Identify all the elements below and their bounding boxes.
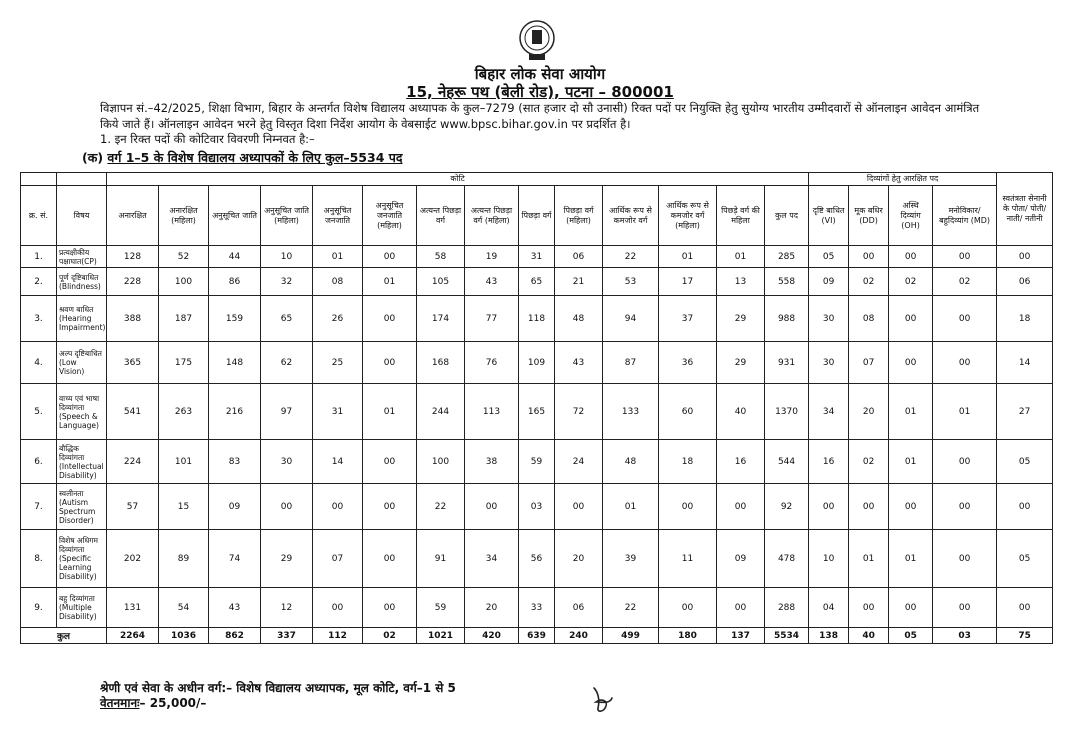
advertisement-paragraph: विज्ञापन सं.–42/2025, शिक्षा विभाग, बिहार के अन्तर्गत विशेष विद्यालय अध्यापक के कुल–7279 (सात हजार दो सौ उनासी) रिक्त पदों पर नियुक्ति हेतु सुयोग्य भारतीय उम्मीदवारों से ऑनलाइन आवेदन आमंत्रित किये जाते हैं। ऑनलाइन आवेदन भरने हेतु विस्तृत दिशा निर्देश आयोग के वेबसाईट www.bpsc.bihar.gov.in पर प्रदर्शित है। (100, 101, 980, 131)
signature-mark (588, 684, 618, 716)
table-cell: 1370 (765, 384, 809, 440)
table-cell: 65 (519, 268, 555, 296)
table-cell: 72 (555, 384, 603, 440)
table-cell: 77 (465, 296, 519, 342)
table-cell: 105 (417, 268, 465, 296)
table-cell: 04 (809, 588, 849, 628)
koti-col-header: अनुसूचित जाति (महिला) (261, 186, 313, 246)
row-subject: बहु दिव्यांगता (Multiple Disability) (57, 588, 107, 628)
table-cell: 00 (363, 342, 417, 384)
table-cell: 86 (209, 268, 261, 296)
table-cell: 92 (765, 484, 809, 530)
table-cell: 40 (717, 384, 765, 440)
table-cell: 128 (107, 246, 159, 268)
table-cell: 19 (465, 246, 519, 268)
pay-scale-value: – 25,000/– (139, 696, 207, 710)
table-cell: 02 (849, 268, 889, 296)
table-cell: 10 (809, 530, 849, 588)
table-cell: 31 (313, 384, 363, 440)
table-cell: 00 (889, 588, 933, 628)
row-sn: 2. (21, 268, 57, 296)
table-cell: 133 (603, 384, 659, 440)
divyang-col-header: मूक बधिर (DD) (849, 186, 889, 246)
table-cell: 24 (555, 440, 603, 484)
table-cell: 10 (261, 246, 313, 268)
table-cell: 52 (159, 246, 209, 268)
table-cell: 12 (261, 588, 313, 628)
total-cell: 180 (659, 628, 717, 644)
table-cell: 00 (849, 484, 889, 530)
table-cell: 00 (933, 484, 997, 530)
table-cell: 20 (465, 588, 519, 628)
table-cell: 00 (889, 342, 933, 384)
table-cell: 18 (997, 296, 1053, 342)
table-cell: 32 (261, 268, 313, 296)
sn-header: क्र. सं. (21, 186, 57, 246)
total-cell: 137 (717, 628, 765, 644)
total-cell: 1021 (417, 628, 465, 644)
total-cell: 138 (809, 628, 849, 644)
table-cell: 00 (933, 588, 997, 628)
table-cell: 00 (717, 484, 765, 530)
table-cell: 37 (659, 296, 717, 342)
koti-col-header: अनारक्षित (महिला) (159, 186, 209, 246)
table-cell: 00 (849, 246, 889, 268)
table-cell: 34 (809, 384, 849, 440)
table-cell: 100 (417, 440, 465, 484)
table-cell: 00 (997, 588, 1053, 628)
total-cell: 240 (555, 628, 603, 644)
table-cell: 263 (159, 384, 209, 440)
table-cell: 365 (107, 342, 159, 384)
row-sn: 7. (21, 484, 57, 530)
row-subject: प्रत्यक्षीकीय पक्षाघात(CP) (57, 246, 107, 268)
table-cell: 00 (363, 530, 417, 588)
table-cell: 02 (889, 268, 933, 296)
table-cell: 00 (659, 588, 717, 628)
table-cell: 22 (417, 484, 465, 530)
subheading-prefix: (क) (82, 150, 104, 165)
koti-col-header: पिछड़ा वर्ग (महिला) (555, 186, 603, 246)
total-cell: 639 (519, 628, 555, 644)
table-cell: 48 (555, 296, 603, 342)
table-cell: 00 (465, 484, 519, 530)
table-cell: 01 (659, 246, 717, 268)
table-cell: 00 (889, 296, 933, 342)
subject-header: विषय (57, 186, 107, 246)
table-cell: 48 (603, 440, 659, 484)
table-cell: 53 (603, 268, 659, 296)
table-cell: 187 (159, 296, 209, 342)
koti-col-header: अनुसूचित जनजाति (313, 186, 363, 246)
table-cell: 38 (465, 440, 519, 484)
table-cell: 30 (261, 440, 313, 484)
table-cell: 59 (519, 440, 555, 484)
koti-col-header: अत्यन्त पिछड़ा वर्ग (417, 186, 465, 246)
service-category-line: श्रेणी एवं सेवा के अधीन वर्ग:– विशेष विद्यालय अध्यापक, मूल कोटि, वर्ग–1 से 5 (100, 681, 456, 695)
table-cell: 00 (997, 484, 1053, 530)
total-cell: 40 (849, 628, 889, 644)
subheading-text: वर्ग 1–5 के विशेष विद्यालय अध्यापकों के लिए कुल–5534 पद (107, 150, 403, 165)
table-cell: 05 (997, 530, 1053, 588)
table-cell: 33 (519, 588, 555, 628)
table-cell: 244 (417, 384, 465, 440)
table-cell: 05 (997, 440, 1053, 484)
table-cell: 101 (159, 440, 209, 484)
table-cell: 00 (363, 246, 417, 268)
table-cell: 58 (417, 246, 465, 268)
row-sn: 1. (21, 246, 57, 268)
table-row (21, 296, 1053, 342)
table-cell: 288 (765, 588, 809, 628)
row-subject: वाच्य एवं भाषा दिव्यांगता (Speech & Language) (57, 384, 107, 440)
table-cell: 00 (933, 296, 997, 342)
table-cell: 14 (313, 440, 363, 484)
table-row (21, 440, 1053, 484)
table-cell: 07 (313, 530, 363, 588)
row-subject: बौद्धिक दिव्यांगता (Intellectual Disability) (57, 440, 107, 484)
table-cell: 558 (765, 268, 809, 296)
total-cell: 337 (261, 628, 313, 644)
table-cell: 00 (363, 588, 417, 628)
table-cell: 00 (933, 342, 997, 384)
table-cell: 94 (603, 296, 659, 342)
pay-scale-line (100, 694, 206, 711)
table-cell: 31 (519, 246, 555, 268)
table-cell: 388 (107, 296, 159, 342)
table-cell: 05 (809, 246, 849, 268)
table-cell: 74 (209, 530, 261, 588)
row-subject: श्रवण बाधित (Hearing Impairment) (57, 296, 107, 342)
sn-header-blank (21, 173, 57, 186)
table-cell: 168 (417, 342, 465, 384)
table-cell: 00 (313, 484, 363, 530)
freedom-fighter-header: स्वतंत्रता सेनानी के पोता/ पोती/ नाती/ नतीनी (997, 173, 1053, 246)
table-cell: 20 (849, 384, 889, 440)
row-sn: 6. (21, 440, 57, 484)
table-cell: 478 (765, 530, 809, 588)
table-cell: 22 (603, 588, 659, 628)
org-address: 15, नेहरू पथ (बेली रोड), पटना – 800001 (406, 83, 674, 101)
table-cell: 16 (809, 440, 849, 484)
vacancy-table (20, 172, 1053, 644)
table-cell: 00 (261, 484, 313, 530)
table-cell: 01 (849, 530, 889, 588)
table-cell: 00 (889, 246, 933, 268)
koti-col-header: पिछड़े वर्ग की महिला (717, 186, 765, 246)
table-cell: 20 (555, 530, 603, 588)
total-cell: 05 (889, 628, 933, 644)
table-row (21, 484, 1053, 530)
org-name: बिहार लोक सेवा आयोग (474, 65, 606, 83)
table-cell: 544 (765, 440, 809, 484)
total-label: कुल (21, 628, 107, 644)
table-cell: 26 (313, 296, 363, 342)
row-sn: 3. (21, 296, 57, 342)
total-cell: 112 (313, 628, 363, 644)
table-cell: 08 (849, 296, 889, 342)
table-cell: 11 (659, 530, 717, 588)
divyang-group-header: दिव्यांगों हेतु आरक्षित पद (809, 173, 997, 186)
table-cell: 00 (997, 246, 1053, 268)
table-cell: 00 (933, 246, 997, 268)
table-cell: 988 (765, 296, 809, 342)
row-sn: 9. (21, 588, 57, 628)
table-cell: 29 (261, 530, 313, 588)
table-cell: 97 (261, 384, 313, 440)
table-body (21, 246, 1053, 644)
table-cell: 89 (159, 530, 209, 588)
koti-col-header: अनारक्षित (107, 186, 159, 246)
total-cell: 862 (209, 628, 261, 644)
table-cell: 541 (107, 384, 159, 440)
bpsc-emblem-icon (517, 18, 557, 62)
table-cell: 00 (717, 588, 765, 628)
table-cell: 02 (849, 440, 889, 484)
table-cell: 06 (555, 588, 603, 628)
table-cell: 30 (809, 296, 849, 342)
table-cell: 113 (465, 384, 519, 440)
table-cell: 00 (363, 440, 417, 484)
table-cell: 228 (107, 268, 159, 296)
row-subject: पूर्ण दृष्टिबाधित (Blindness) (57, 268, 107, 296)
koti-col-header: अनुसूचित जाति (209, 186, 261, 246)
table-cell: 01 (363, 384, 417, 440)
total-cell: 03 (933, 628, 997, 644)
table-cell: 44 (209, 246, 261, 268)
table-cell: 27 (997, 384, 1053, 440)
table-cell: 87 (603, 342, 659, 384)
table-cell: 202 (107, 530, 159, 588)
table-cell: 00 (933, 440, 997, 484)
table-cell: 109 (519, 342, 555, 384)
table-cell: 01 (717, 246, 765, 268)
table-cell: 931 (765, 342, 809, 384)
table-cell: 174 (417, 296, 465, 342)
table-cell: 54 (159, 588, 209, 628)
koti-col-header: पिछड़ा वर्ग (519, 186, 555, 246)
table-cell: 09 (809, 268, 849, 296)
table-cell: 00 (363, 484, 417, 530)
table-cell: 06 (997, 268, 1053, 296)
table-cell: 65 (261, 296, 313, 342)
table-cell: 131 (107, 588, 159, 628)
divyang-col-header: अस्थि दिव्यांग (OH) (889, 186, 933, 246)
table-cell: 29 (717, 296, 765, 342)
table-cell: 76 (465, 342, 519, 384)
total-cell: 5534 (765, 628, 809, 644)
table-cell: 01 (313, 246, 363, 268)
table-cell: 06 (555, 246, 603, 268)
table-cell: 118 (519, 296, 555, 342)
row-subject: स्वलीनता (Autism Spectrum Disorder) (57, 484, 107, 530)
table-cell: 175 (159, 342, 209, 384)
table-cell: 285 (765, 246, 809, 268)
table-cell: 91 (417, 530, 465, 588)
table-cell: 01 (889, 384, 933, 440)
table-cell: 14 (997, 342, 1053, 384)
koti-col-header: आर्थिक रूप से कमजोर वर्ग (603, 186, 659, 246)
table-row (21, 530, 1053, 588)
table-cell: 00 (809, 484, 849, 530)
table-cell: 00 (933, 530, 997, 588)
table-cell: 29 (717, 342, 765, 384)
table-cell: 09 (209, 484, 261, 530)
table-cell: 17 (659, 268, 717, 296)
table-cell: 224 (107, 440, 159, 484)
table-cell: 216 (209, 384, 261, 440)
table-cell: 00 (313, 588, 363, 628)
table-cell: 34 (465, 530, 519, 588)
table-cell: 83 (209, 440, 261, 484)
section-subheading (82, 149, 402, 166)
table-cell: 00 (889, 484, 933, 530)
table-cell: 07 (849, 342, 889, 384)
table-cell: 15 (159, 484, 209, 530)
table-cell: 01 (363, 268, 417, 296)
table-cell: 36 (659, 342, 717, 384)
table-cell: 62 (261, 342, 313, 384)
table-row (21, 246, 1053, 268)
table-cell: 01 (933, 384, 997, 440)
table-cell: 56 (519, 530, 555, 588)
table-row (21, 384, 1053, 440)
row-subject: विशेष अधिगम दिव्यांगता (Specific Learning Disability) (57, 530, 107, 588)
total-cell: 2264 (107, 628, 159, 644)
table-cell: 08 (313, 268, 363, 296)
table-cell: 03 (519, 484, 555, 530)
subject-header-blank (57, 173, 107, 186)
table-cell: 13 (717, 268, 765, 296)
divyang-col-header: दृष्टि बाधित (VI) (809, 186, 849, 246)
table-cell: 59 (417, 588, 465, 628)
table-cell: 39 (603, 530, 659, 588)
table-row (21, 268, 1053, 296)
table-cell: 09 (717, 530, 765, 588)
total-cell: 02 (363, 628, 417, 644)
row-subject: अल्प दृष्टिबाधित (Low Vision) (57, 342, 107, 384)
table-cell: 00 (659, 484, 717, 530)
table-cell: 43 (555, 342, 603, 384)
table-cell: 01 (889, 530, 933, 588)
table-cell: 25 (313, 342, 363, 384)
total-cell: 75 (997, 628, 1053, 644)
table-cell: 60 (659, 384, 717, 440)
table-cell: 00 (363, 296, 417, 342)
table-cell: 22 (603, 246, 659, 268)
table-cell: 43 (209, 588, 261, 628)
table-row (21, 588, 1053, 628)
total-cell: 420 (465, 628, 519, 644)
total-cell: 499 (603, 628, 659, 644)
table-cell: 148 (209, 342, 261, 384)
table-row (21, 342, 1053, 384)
table-cell: 165 (519, 384, 555, 440)
table-cell: 00 (555, 484, 603, 530)
table-cell: 30 (809, 342, 849, 384)
table-cell: 159 (209, 296, 261, 342)
table-cell: 16 (717, 440, 765, 484)
row-sn: 8. (21, 530, 57, 588)
divyang-col-header: मनोविकार/ बहुदिव्यांग (MD) (933, 186, 997, 246)
row-sn: 4. (21, 342, 57, 384)
table-cell: 01 (889, 440, 933, 484)
pay-scale-label: वेतनमानः (100, 696, 140, 710)
koti-col-header: अनुसूचित जनजाति (महिला) (363, 186, 417, 246)
table-cell: 43 (465, 268, 519, 296)
total-row (21, 628, 1053, 644)
table-cell: 57 (107, 484, 159, 530)
row-sn: 5. (21, 384, 57, 440)
table-cell: 21 (555, 268, 603, 296)
table-cell: 00 (849, 588, 889, 628)
koti-col-header: आर्थिक रूप से कमजोर वर्ग (महिला) (659, 186, 717, 246)
table-cell: 100 (159, 268, 209, 296)
koti-group-header: कोटि (107, 173, 809, 186)
table-cell: 02 (933, 268, 997, 296)
category-intro: 1. इन रिक्त पदों की कोटिवार विवरणी निम्नवत है:– (100, 132, 315, 146)
koti-col-header: कुल पद (765, 186, 809, 246)
table-cell: 01 (603, 484, 659, 530)
total-cell: 1036 (159, 628, 209, 644)
table-cell: 18 (659, 440, 717, 484)
koti-col-header: अत्यन्त पिछड़ा वर्ग (महिला) (465, 186, 519, 246)
